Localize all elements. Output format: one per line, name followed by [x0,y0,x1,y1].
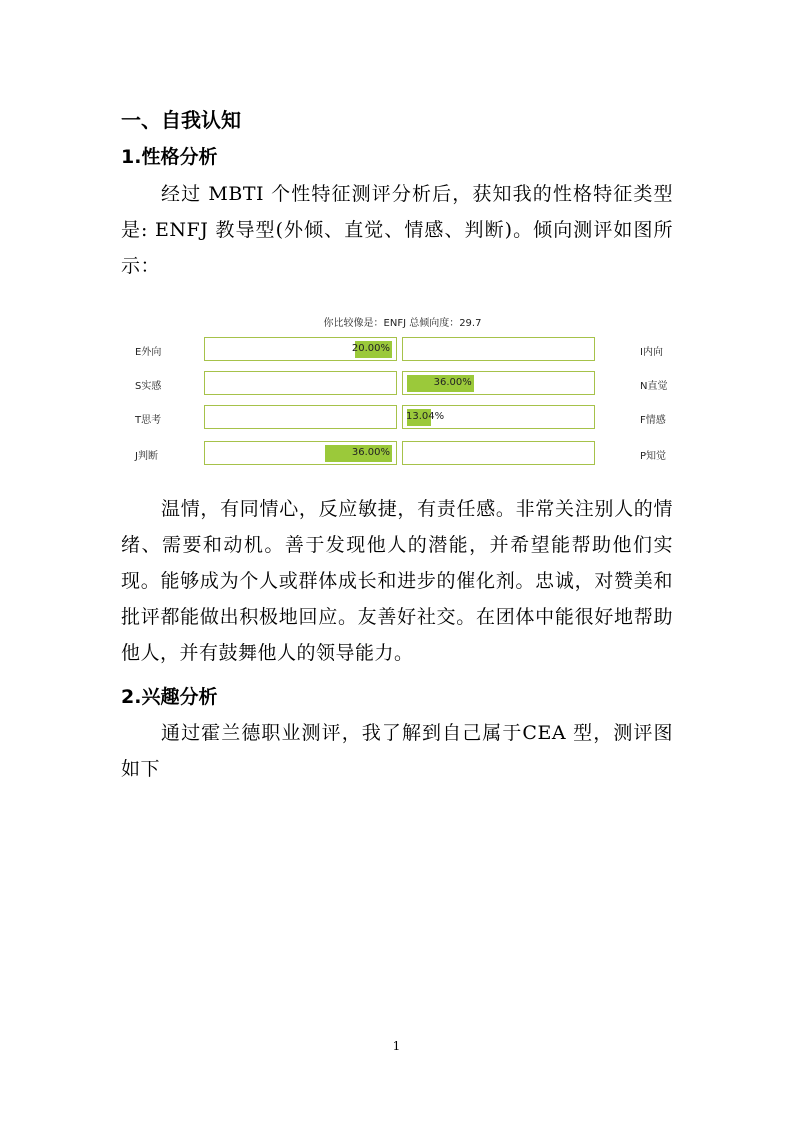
chart-left-box [204,405,397,429]
chart-title: 你比较像是：ENFJ 总倾向度：29.7 [323,318,482,329]
chart-right-label: P知觉 [640,451,667,462]
heading-self-awareness: 一、自我认知 [121,108,241,132]
chart-row [135,337,670,363]
chart-right-label: N直觉 [640,381,668,392]
chart-left-box [204,337,397,361]
chart-right-label: I内向 [640,347,663,358]
chart-right-box [402,337,595,361]
chart-left-label: S实感 [135,381,162,392]
chart-left-label: T思考 [135,415,162,426]
section-title-personality: 1.性格分析 [121,146,218,168]
chart-value-label: 36.00% [433,377,472,388]
chart-row [135,371,670,397]
chart-right-box [402,405,595,429]
page-number: 1 [392,1039,401,1053]
personality-intro-paragraph: 经过 MBTI 个性特征测评分析后，获知我的性格特征类型是: ENFJ 教导型(外倾、直觉、情感、判断)。倾向测评如图所示： [121,183,673,277]
chart-right-box [402,441,595,465]
personality-description-paragraph: 温情，有同情心，反应敏捷，有责任感。非常关注别人的情绪、需要和动机。善于发现他人的潜能，并希望能帮助他们实现。能够成为个人或群体成长和进步的催化剂。忠诚，对赞美和批评都能做出积极地回应。友善好社交。在团体中能很好地帮助他人，并有鼓舞他人的领导能力。 [121,498,673,664]
chart-value-label: 20.00% [351,343,390,354]
chart-left-box [204,371,397,395]
chart-left-label: E外向 [135,347,162,358]
chart-value-label: 13.04% [406,411,445,422]
chart-row [135,405,670,431]
section-title-interest: 2.兴趣分析 [121,686,218,708]
chart-value-label: 36.00% [351,447,390,458]
chart-right-box [402,371,595,395]
mbti-tendency-chart [135,312,670,472]
chart-left-label: J判断 [135,451,158,462]
chart-left-box [204,441,397,465]
interest-intro-paragraph: 通过霍兰德职业测评，我了解到自己属于CEA 型，测评图如下 [121,722,673,780]
chart-right-label: F情感 [640,415,666,426]
chart-row [135,441,670,467]
